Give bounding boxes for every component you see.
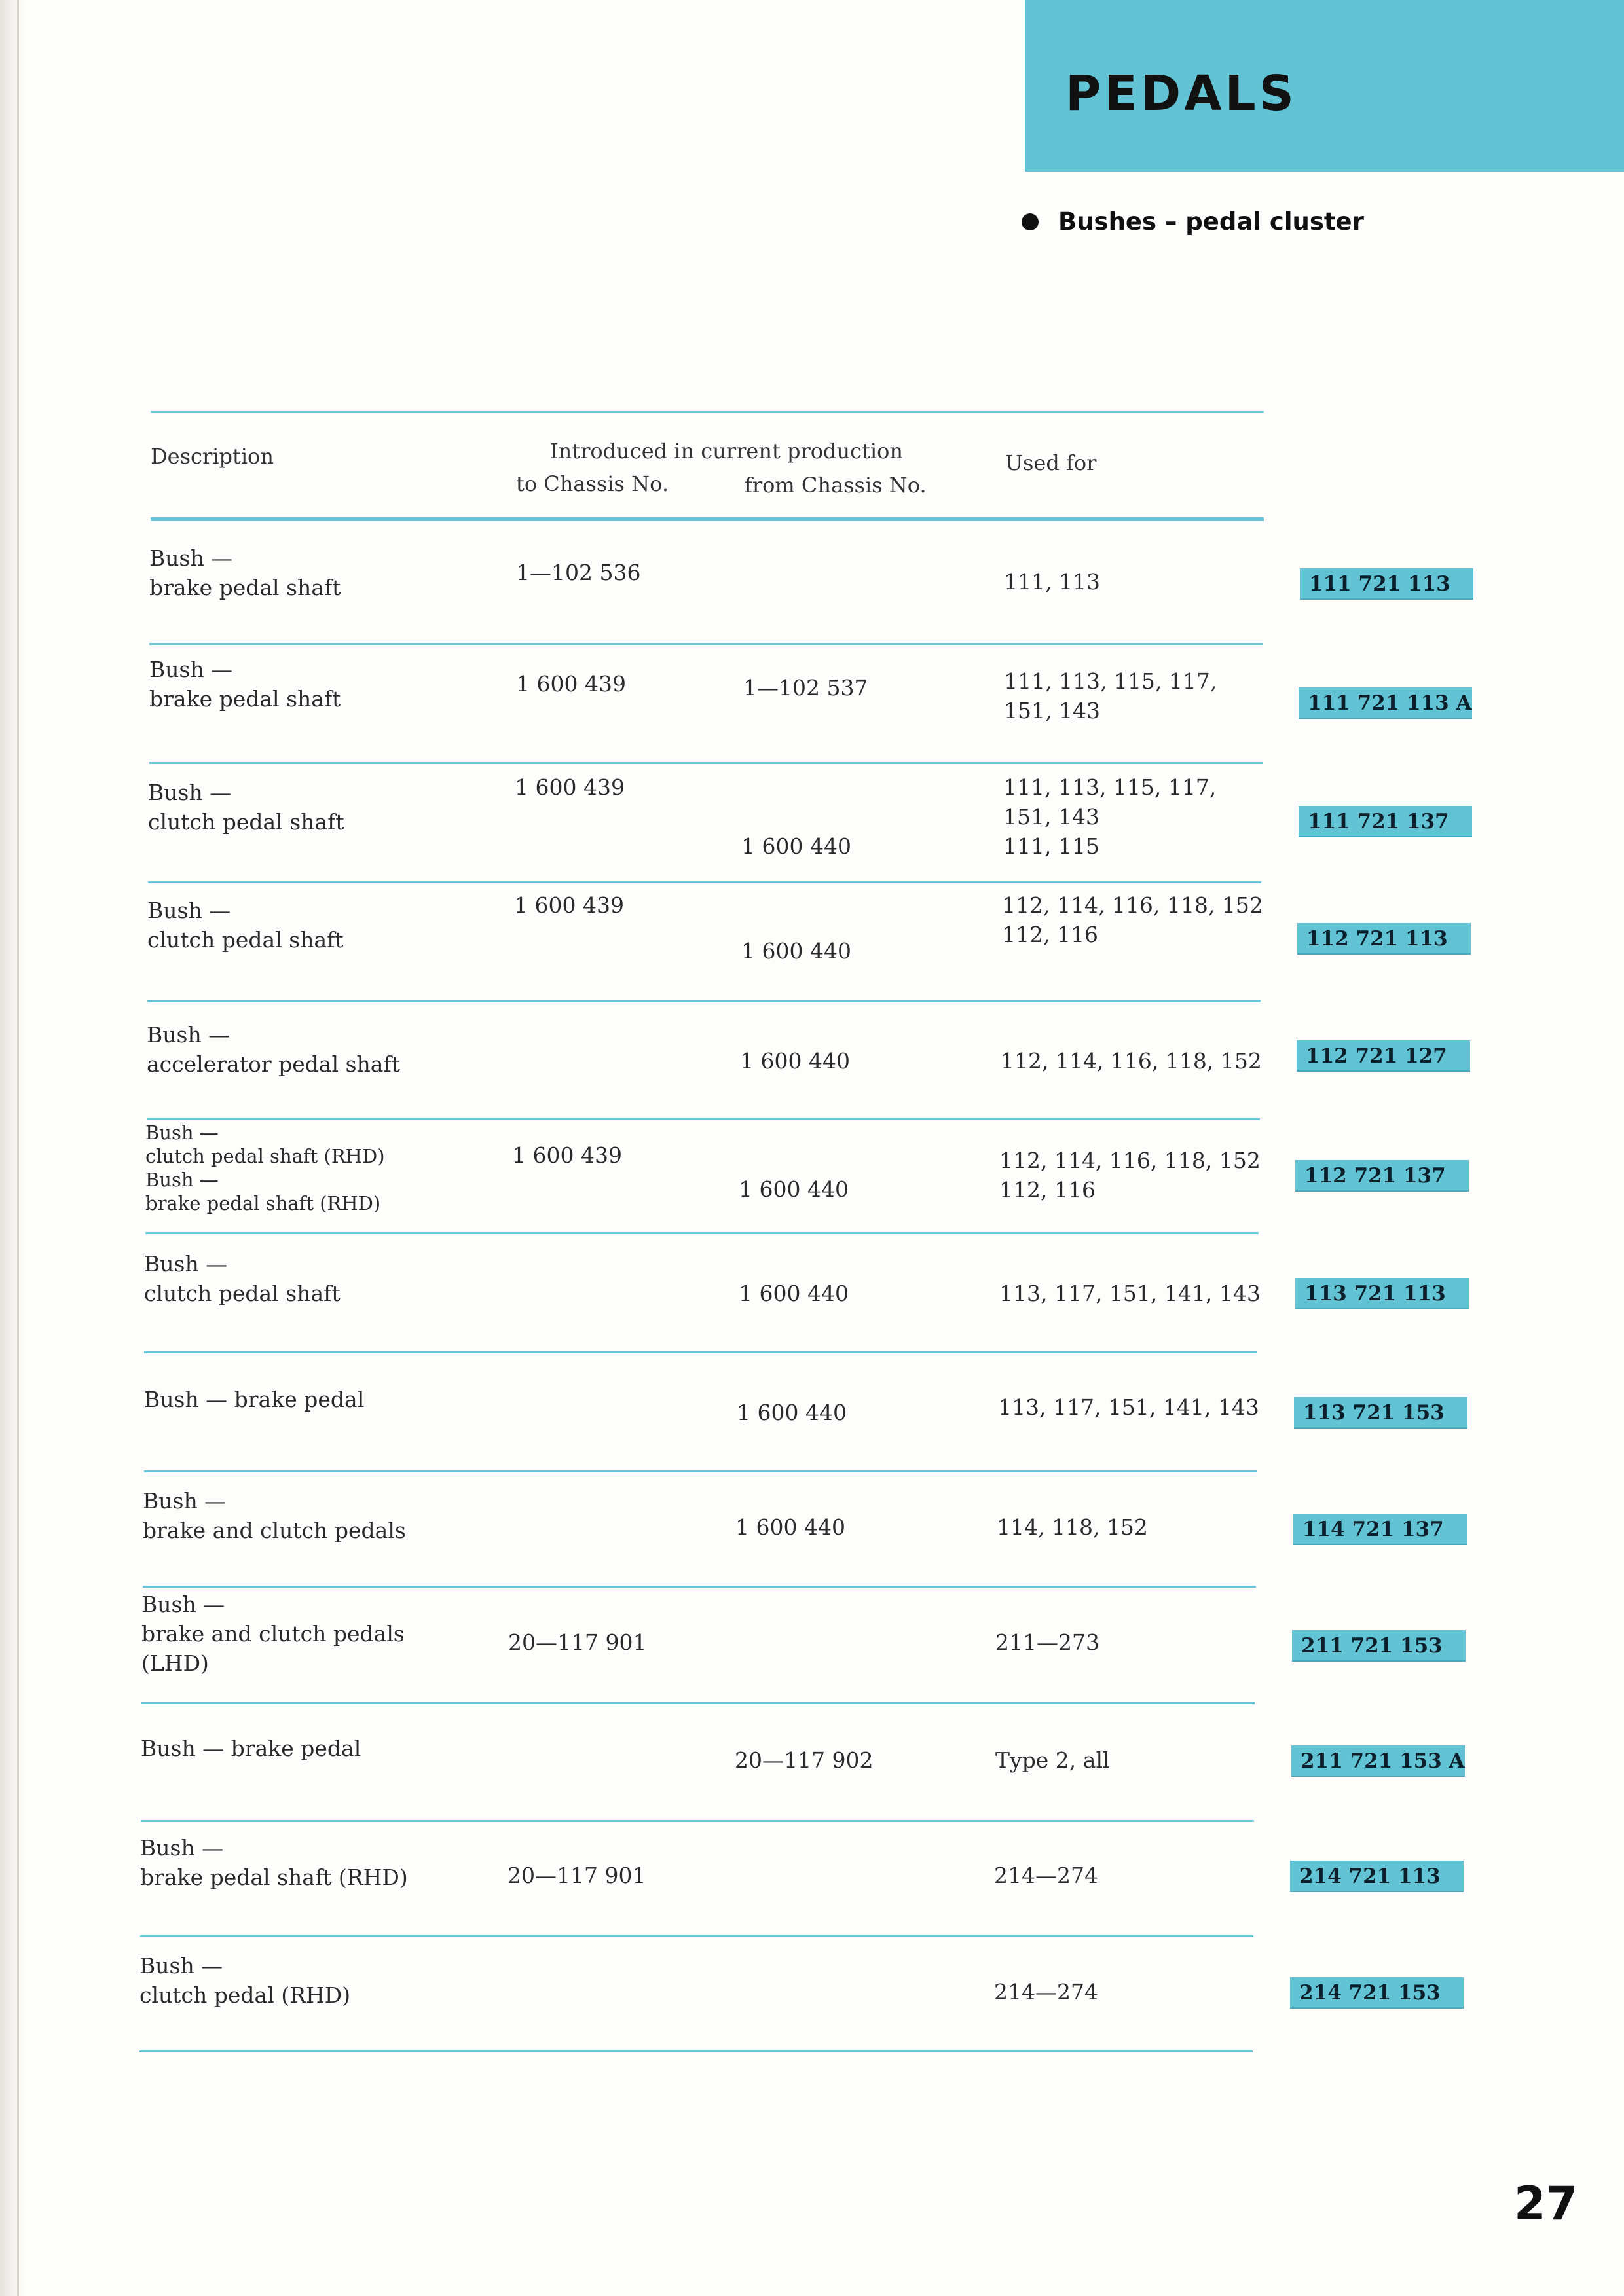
page-number: 27 (1514, 2177, 1578, 2231)
row-used-for: 112, 116 (999, 1177, 1096, 1203)
row-to-chassis: 20—117 901 (507, 1863, 646, 1888)
part-number-badge: 113 721 113 (1295, 1278, 1469, 1309)
part-number-badge: 112 721 113 (1297, 923, 1471, 955)
column-header-description: Description (151, 444, 274, 469)
row-description: brake and clutch pedals (143, 1518, 406, 1543)
row-used-for: 113, 117, 151, 141, 143 (998, 1394, 1259, 1420)
row-description: brake pedal shaft (149, 575, 341, 600)
row-divider (147, 1118, 1260, 1120)
part-number-badge: 214 721 113 (1290, 1861, 1464, 1892)
part-number-badge: 112 721 127 (1297, 1040, 1470, 1072)
row-description: brake pedal shaft (149, 686, 341, 712)
row-description: clutch pedal shaft (148, 809, 344, 835)
row-from-chassis: 1 600 440 (739, 1176, 849, 1202)
row-description: brake pedal shaft (RHD) (145, 1192, 381, 1214)
row-to-chassis: 20—117 901 (508, 1630, 647, 1655)
part-number-badge: 114 721 137 (1293, 1514, 1467, 1545)
row-divider (145, 1232, 1259, 1234)
row-used-for: 112, 114, 116, 118, 152 (999, 1148, 1261, 1173)
part-number-badge: 214 721 153 (1290, 1977, 1464, 2009)
row-divider (144, 1470, 1257, 1472)
row-from-chassis: 1 600 440 (737, 1400, 847, 1425)
row-description: Bush — (149, 545, 233, 571)
row-description: Bush — (140, 1835, 224, 1861)
part-number-badge: 211 721 153 A (1291, 1745, 1465, 1777)
table-header-rule (151, 517, 1264, 521)
row-divider (147, 1000, 1261, 1002)
row-used-for: 113, 117, 151, 141, 143 (999, 1281, 1261, 1306)
part-number-badge: 111 721 137 (1299, 806, 1472, 837)
row-to-chassis: 1 600 439 (515, 774, 625, 800)
row-to-chassis: 1 600 439 (514, 892, 624, 918)
part-number-badge: 111 721 113 A (1299, 687, 1472, 719)
row-description: Bush — (145, 1169, 219, 1191)
row-used-for: 112, 114, 116, 118, 152 (1002, 892, 1263, 918)
column-header-used-for: Used for (1005, 450, 1097, 475)
row-from-chassis: 1 600 440 (740, 1048, 850, 1074)
row-description: accelerator pedal shaft (147, 1051, 400, 1077)
row-description: (LHD) (141, 1650, 209, 1676)
row-used-for: 112, 116 (1002, 922, 1098, 947)
row-description: Bush — (143, 1488, 227, 1514)
subtitle-text: Bushes – pedal cluster (1058, 208, 1364, 236)
row-description: clutch pedal shaft (147, 927, 344, 953)
part-number-badge: 113 721 153 (1294, 1397, 1467, 1429)
row-to-chassis: 1—102 536 (516, 560, 641, 585)
row-description: clutch pedal (RHD) (139, 1982, 351, 2008)
header-block (1025, 0, 1624, 172)
binding-edge (0, 0, 25, 2296)
row-from-chassis: 1 600 440 (739, 1281, 849, 1306)
binding-line (17, 0, 19, 2296)
row-used-for: 111, 113, 115, 117, (1003, 774, 1217, 800)
bullet-icon (1022, 213, 1039, 230)
column-header-introduced: Introduced in current production (550, 439, 904, 464)
row-from-chassis: 1 600 440 (735, 1514, 845, 1540)
page-title: PEDALS (1065, 65, 1297, 122)
row-divider (148, 881, 1261, 883)
row-used-for: 214—274 (994, 1863, 1098, 1888)
row-description: Bush — (148, 780, 232, 805)
row-used-for: 114, 118, 152 (997, 1514, 1148, 1540)
row-description: Bush — (145, 1121, 219, 1144)
row-description: brake and clutch pedals (141, 1621, 405, 1647)
row-description: clutch pedal shaft (144, 1281, 341, 1306)
column-header-from-chassis: from Chassis No. (745, 473, 927, 498)
row-description: Bush — brake pedal (144, 1387, 365, 1412)
row-description: Bush — (141, 1592, 225, 1617)
row-from-chassis: 1—102 537 (743, 675, 868, 701)
row-divider (140, 1935, 1253, 1937)
table-top-rule (151, 411, 1264, 413)
row-description: Bush — (139, 1953, 223, 1978)
row-divider (141, 1820, 1254, 1822)
row-used-for: 112, 114, 116, 118, 152 (1001, 1048, 1262, 1074)
row-divider (141, 1702, 1255, 1704)
part-number-badge: 111 721 113 (1300, 568, 1473, 600)
row-description: Bush — brake pedal (141, 1736, 361, 1761)
row-used-for: 111, 115 (1003, 833, 1099, 859)
row-used-for: 111, 113 (1004, 569, 1100, 594)
row-description: brake pedal shaft (RHD) (140, 1865, 408, 1890)
row-used-for: 214—274 (994, 1979, 1098, 2005)
row-to-chassis: 1 600 439 (516, 671, 626, 697)
row-description: Bush — (149, 657, 233, 682)
row-from-chassis: 1 600 440 (741, 938, 851, 964)
row-from-chassis: 1 600 440 (741, 833, 851, 859)
row-divider (149, 762, 1263, 764)
row-to-chassis: 1 600 439 (512, 1142, 622, 1168)
row-description: Bush — (144, 1251, 228, 1277)
row-description: clutch pedal shaft (RHD) (145, 1145, 385, 1167)
row-divider (149, 643, 1263, 645)
row-description: Bush — (147, 1022, 231, 1048)
column-header-to-chassis: to Chassis No. (516, 471, 669, 496)
row-from-chassis: 20—117 902 (735, 1747, 874, 1773)
row-used-for: 211—273 (995, 1630, 1099, 1655)
row-divider (144, 1351, 1257, 1353)
section-subtitle (1022, 208, 1364, 236)
row-divider (143, 1586, 1256, 1588)
row-divider (139, 2050, 1253, 2052)
row-used-for: 151, 143 (1003, 804, 1099, 829)
row-description: Bush — (147, 898, 231, 923)
row-used-for: Type 2, all (995, 1747, 1110, 1773)
row-used-for: 151, 143 (1004, 698, 1100, 723)
row-used-for: 111, 113, 115, 117, (1004, 668, 1217, 694)
part-number-badge: 112 721 137 (1295, 1160, 1469, 1192)
part-number-badge: 211 721 153 (1292, 1630, 1466, 1662)
